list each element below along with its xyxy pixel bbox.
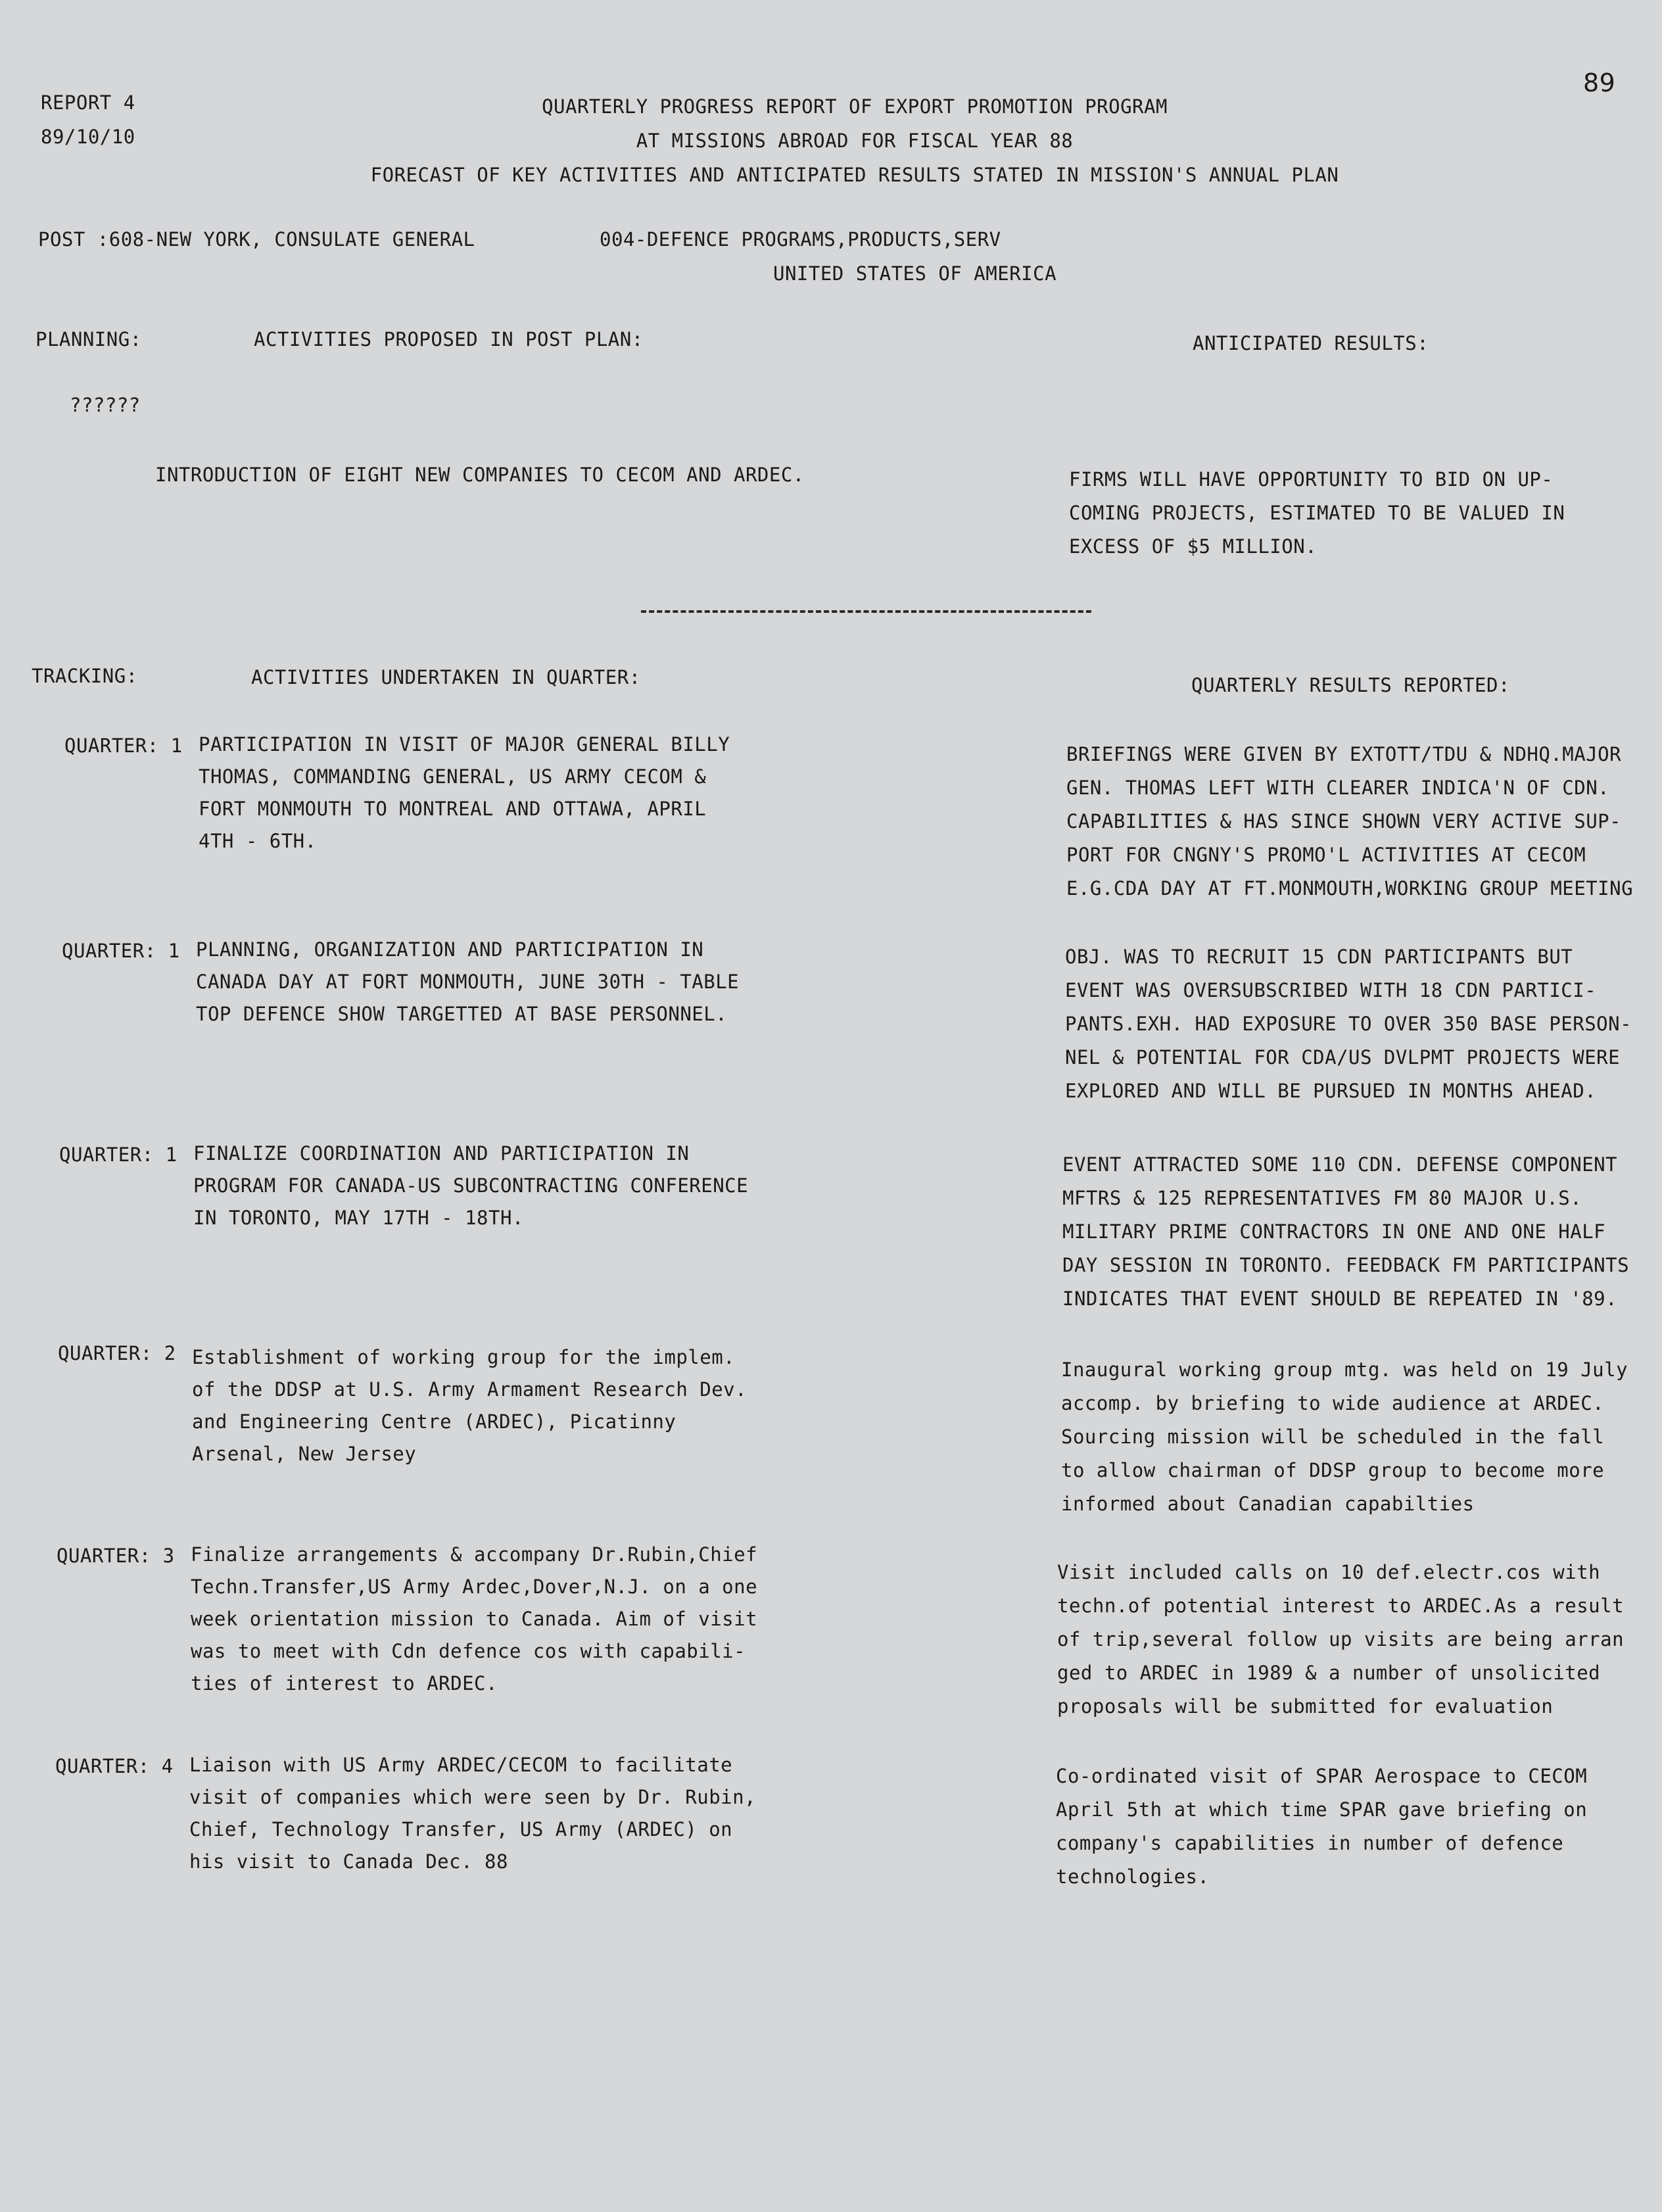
entry-activity: Finalize arrangements & accompany Dr.Rubin,Chief Techn.Transfer,US Army Ardec,Dover,N.J. on a one week orientation mission to Canada. Aim of visit was to meet with Cdn defence cos with capabili- ties of interest to ARDEC. (191, 1543, 758, 1695)
entry-quarter: QUARTER: 1 (62, 940, 180, 962)
post-sector: 004-DEFENCE PROGRAMS,PRODUCTS,SERV (600, 228, 1001, 251)
planning-activity: INTRODUCTION OF EIGHT NEW COMPANIES TO CECOM AND ARDEC. (155, 464, 805, 486)
page-number: 89 (1583, 68, 1616, 97)
report-number: REPORT 4 (41, 91, 135, 114)
planning-result: FIRMS WILL HAVE OPPORTUNITY TO BID ON UP- COMING PROJECTS, ESTIMATED TO BE VALUED IN EXCESS OF $5 MILLION. (1069, 468, 1565, 558)
post-country: UNITED STATES OF AMERICA (773, 262, 1057, 285)
entry-result: Co-ordinated visit of SPAR Aerospace to CECOM April 5th at which time SPAR gave briefing on company's capabilities in number of defence technologies. (1056, 1765, 1588, 1888)
planning-label: PLANNING: (36, 328, 142, 350)
tracking-label: TRACKING: (32, 665, 138, 687)
planning-results-heading: ANTICIPATED RESULTS: (1193, 332, 1429, 354)
entry-quarter: QUARTER: 1 (64, 734, 183, 757)
report-title-line-2: AT MISSIONS ABROAD FOR FISCAL YEAR 88 (636, 130, 1074, 152)
section-divider (641, 610, 1091, 613)
report-title-line-3: FORECAST OF KEY ACTIVITIES AND ANTICIPATED RESULTS STATED IN MISSION'S ANNUAL PLAN (370, 164, 1339, 186)
tracking-activities-heading: ACTIVITIES UNDERTAKEN IN QUARTER: (251, 666, 641, 688)
entry-result: BRIEFINGS WERE GIVEN BY EXTOTT/TDU & NDHQ.MAJOR GEN. THOMAS LEFT WITH CLEARER INDICA'N OF CDN. CAPABILITIES & HAS SINCE SHOWN VERY ACTIVE SUP- PORT FOR CNGNY'S PROMO'L ACTIVITIES AT CECOM E.G.CDA DAY AT FT.MONMOUTH,WORKING GROUP MEETING (1066, 743, 1634, 900)
entry-quarter: QUARTER: 2 (58, 1342, 176, 1364)
entry-activity: PLANNING, ORGANIZATION AND PARTICIPATION IN CANADA DAY AT FORT MONMOUTH, JUNE 30TH - TABLE TOP DEFENCE SHOW TARGETTED AT BASE PERSONNEL. (196, 938, 740, 1025)
planning-code: ?????? (70, 394, 141, 416)
report-title-line-1: QUARTERLY PROGRESS REPORT OF EXPORT PROMOTION PROGRAM (542, 95, 1168, 118)
entry-activity: Liaison with US Army ARDEC/CECOM to facilitate visit of companies which were seen by Dr. Rubin, Chief, Technology Transfer, US Army (ARDEC) on his visit to Canada Dec. 88 (189, 1754, 757, 1873)
entry-activity: FINALIZE COORDINATION AND PARTICIPATION IN PROGRAM FOR CANADA-US SUBCONTRACTING CONFERENCE IN TORONTO, MAY 17TH - 18TH. (193, 1142, 749, 1229)
entry-result: OBJ. WAS TO RECRUIT 15 CDN PARTICIPANTS BUT EVENT WAS OVERSUBSCRIBED WITH 18 CDN PARTICI- PANTS.EXH. HAD EXPOSURE TO OVER 350 BASE PERSON- NEL & POTENTIAL FOR CDA/US DVLPMT PROJECTS WERE EXPLORED AND WILL BE PURSUED IN MONTHS AHEAD. (1065, 946, 1632, 1102)
report-date: 89/10/10 (41, 126, 135, 148)
entry-quarter: QUARTER: 1 (59, 1143, 178, 1166)
entry-result: EVENT ATTRACTED SOME 110 CDN. DEFENSE COMPONENT MFTRS & 125 REPRESENTATIVES FM 80 MAJOR U.S. MILITARY PRIME CONTRACTORS IN ONE AND ONE HALF DAY SESSION IN TORONTO. FEEDBACK FM PARTICIPANTS INDICATES THAT EVENT SHOULD BE REPEATED IN '89. (1062, 1153, 1630, 1310)
entry-quarter: QUARTER: 3 (57, 1545, 175, 1567)
entry-result: Inaugural working group mtg. was held on 19 July accomp. by briefing to wide audience at ARDEC. Sourcing mission will be scheduled in the fall to allow chairman of DDSP group to become more informed about Canadian capabilties (1061, 1358, 1628, 1515)
entry-quarter: QUARTER: 4 (55, 1755, 174, 1777)
post-label: POST :608-NEW YORK, CONSULATE GENERAL (38, 228, 475, 251)
entry-result: Visit included calls on 10 def.electr.cos with techn.of potential interest to ARDEC.As a result of trip,several follow up visits are being arran ged to ARDEC in 1989 & a number of unsolicited proposals will be submitted for evaluation (1057, 1561, 1625, 1718)
entry-activity: PARTICIPATION IN VISIT OF MAJOR GENERAL BILLY THOMAS, COMMANDING GENERAL, US ARMY CECOM & FORT MONMOUTH TO MONTREAL AND OTTAWA, APRIL 4TH - 6TH. (199, 733, 730, 852)
entry-activity: Establishment of working group for the implem. of the DDSP at U.S. Army Armament Research Dev. and Engineering Centre (ARDEC), Picatinny Arsenal, New Jersey (192, 1346, 748, 1465)
tracking-results-heading: QUARTERLY RESULTS REPORTED: (1191, 674, 1510, 696)
planning-activities-heading: ACTIVITIES PROPOSED IN POST PLAN: (254, 328, 644, 350)
